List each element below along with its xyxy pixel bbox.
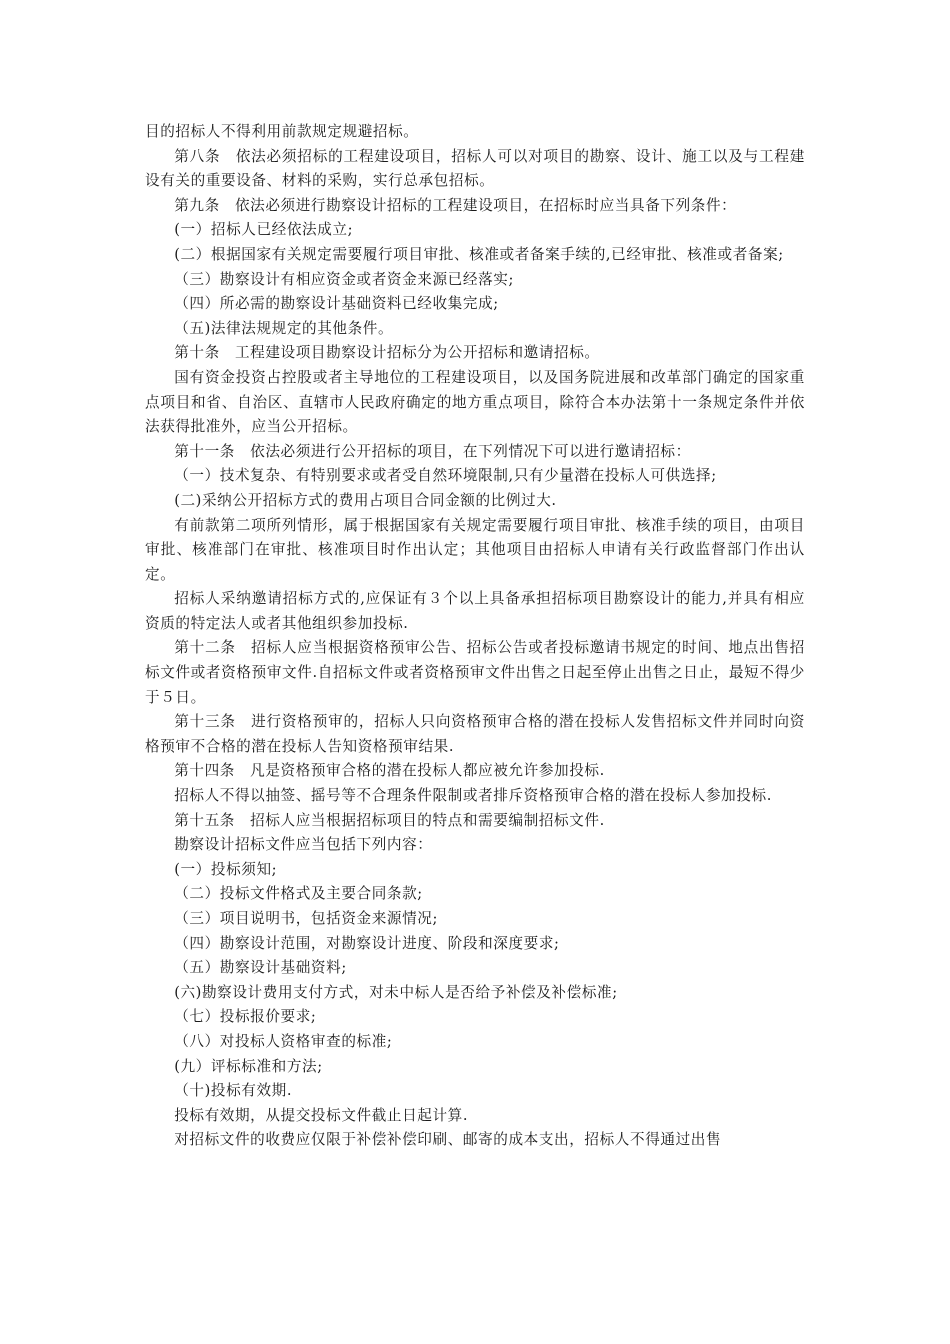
article-15-item-5: （五）勘察设计基础资料; — [174, 959, 347, 977]
paragraph-continuation: 目的招标人不得利用前款规定规避招标。 — [145, 123, 419, 140]
article-11-para-3: 招标人采纳邀请招标方式的,应保证有３个以上具备承担招标项目勘察设计的能力,并具有相应资质的特定法人或者其他组织参加投标. — [145, 590, 805, 632]
article-15-item-10: （十)投标有效期. — [174, 1082, 293, 1100]
article-15-item-6: (六)勘察设计费用支付方式，对未中标人是否给予补偿及补偿标准; — [174, 983, 618, 1001]
article-15-item-4: （四）勘察设计范围，对勘察设计进度、阶段和深度要求; — [174, 934, 560, 952]
article-15-item-8: （八）对投标人资格审查的标准; — [174, 1032, 393, 1050]
article-8: 第八条 依法必须招标的工程建设项目，招标人可以对项目的勘察、设计、施工以及与工程建设有关的重要设备、材料的采购，实行总承包招标。 — [145, 147, 805, 190]
article-11-item-1: （一）技术复杂、有特别要求或者受自然环境限制,只有少量潜在投标人可供选择; — [174, 467, 717, 485]
article-15-item-9: (九）评标标准和方法; — [174, 1057, 323, 1075]
article-15-item-2: （二）投标文件格式及主要合同条款; — [174, 885, 423, 903]
article-11: 第十一条 依法必须进行公开招标的项目，在下列情况下可以进行邀请招标： — [174, 442, 691, 460]
article-15-item-1: (一）投标须知; — [174, 860, 278, 878]
article-15: 第十五条 招标人应当根据招标项目的特点和需要编制招标文件. — [174, 811, 605, 829]
article-15-item-7: （七）投标报价要求; — [174, 1008, 317, 1026]
article-10: 第十条 工程建设项目勘察设计招标分为公开招标和邀请招标。 — [174, 344, 600, 362]
article-9-item-2: (二）根据国家有关规定需要履行项目审批、核准或者备案手续的,已经审批、核准或者备案; — [174, 245, 784, 263]
article-11-para-2: 有前款第二项所列情形，属于根据国家有关规定需要履行项目审批、核准手续的项目，由项目审批、核准部门在审批、核准项目时作出认定；其他项目由招标人申请有关行政监督部门作出认定。 — [145, 516, 805, 583]
article-13: 第十三条 进行资格预审的，招标人只向资格预审合格的潜在投标人发售招标文件并同时向资格预审不合格的潜在投标人告知资格预审结果. — [145, 713, 805, 755]
article-9-item-4: （四）所必需的勘察设计基础资料已经收集完成; — [174, 295, 499, 313]
article-9-item-3: （三）勘察设计有相应资金或者资金来源已经落实; — [174, 270, 514, 288]
article-14: 第十四条 凡是资格预审合格的潜在投标人都应被允许参加投标. — [174, 762, 605, 780]
article-15-para-2: 勘察设计招标文件应当包括下列内容： — [174, 836, 433, 854]
article-11-item-2: (二)采纳公开招标方式的费用占项目合同金额的比例过大. — [174, 491, 557, 509]
validity-period-paragraph: 投标有效期，从提交投标文件截止日起计算. — [174, 1106, 469, 1124]
article-12: 第十二条 招标人应当根据资格预审公告、招标公告或者投标邀请书规定的时间、地点出售招标文件或者资格预审文件.自招标文件或者资格预审文件出售之日起至停止出售之日止，最短不得少于５日。 — [145, 639, 805, 706]
article-9-item-5: （五)法律法规规定的其他条件。 — [174, 319, 394, 337]
article-9-item-1: (一）招标人已经依法成立; — [174, 221, 354, 239]
article-10-para-2: 国有资金投资占控股或者主导地位的工程建设项目，以及国务院进展和改革部门确定的国家重点项目和省、自治区、直辖市人民政府确定的地方重点项目，除符合本办法第十一条规定条件并依法获得批准外，应当公开招标。 — [145, 368, 805, 436]
document-page — [145, 120, 805, 1153]
article-14-para-2: 招标人不得以抽签、摇号等不合理条件限制或者排斥资格预审合格的潜在投标人参加投标. — [174, 787, 772, 805]
article-9: 第九条 依法必须进行勘察设计招标的工程建设项目，在招标时应当具备下列条件： — [174, 196, 737, 214]
article-15-item-3: （三）项目说明书，包括资金来源情况; — [174, 910, 438, 927]
fee-paragraph: 对招标文件的收费应仅限于补偿补偿印刷、邮寄的成本支出，招标人不得通过出售 — [174, 1131, 722, 1149]
